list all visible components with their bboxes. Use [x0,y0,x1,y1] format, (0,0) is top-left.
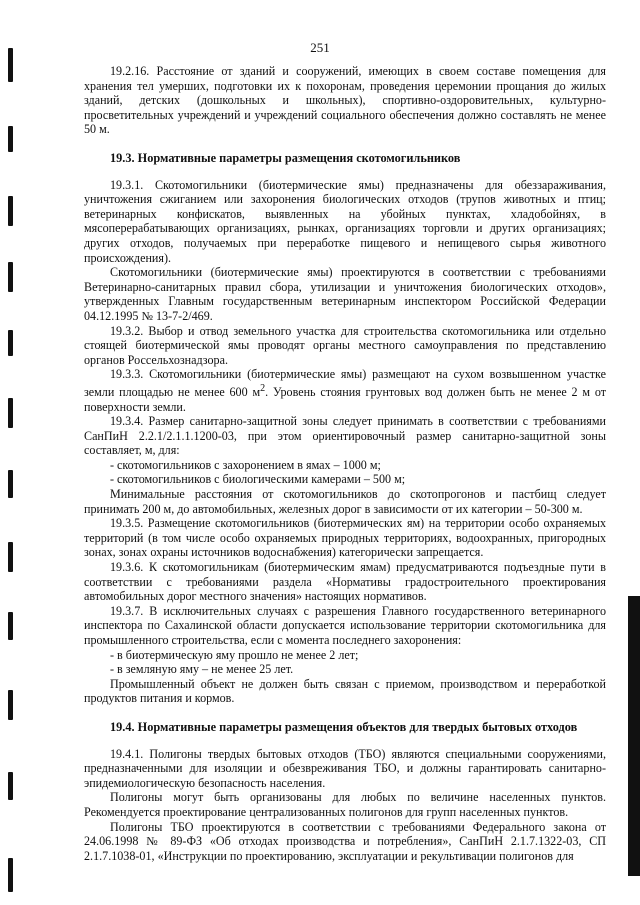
paragraph-19-3-2: 19.3.2. Выбор и отвод земельного участка для строительства скотомогильника или отдельно стоящей биотермической ямы проводят органы местного самоуправления по представлению органов Россельхознадзора. [84,323,606,367]
binder-mark [8,612,13,640]
paragraph-19-3-5: 19.3.5. Размещение скотомогильников (биотермических ям) на территории особо охраняемых территорий (в том числе особо охраняемых природных территориях, водоохранных, пригородных зонах, зонах охраны источников водоснабжения) категорически запрещается. [84,516,606,560]
binder-mark [8,126,13,152]
paragraph-19-3-4: 19.3.4. Размер санитарно-защитной зоны следует принимать в соответствии с требованиями СанПиН 2.2.1/2.1.1.1200-03, при этом ориентировочный размер санитарно-защитной зоны составляет, м, для: [84,414,606,458]
superscript-2: 2 [260,382,266,394]
section-heading-19-4: 19.4. Нормативные параметры размещения объектов для твердых бытовых отходов [110,719,578,734]
page-content [84,64,606,863]
paragraph-19-3-3-part2: . Уровень стояния грунтовых вод должен быть не менее 2 м от поверхности земли. [84,384,606,414]
paragraph-landfill-design: Полигоны ТБО проектируются в соответствии с требованиями Федерального закона от 24.06.1998 № 89-ФЗ «Об отходах производства и потребления», СанПиН 2.1.7.1322-03, СП 2.1.7.1038-01, «Инструкции по проектированию, эксплуатации и рекультивации полигонов для [84,819,606,863]
section-heading-19-3: 19.3. Нормативные параметры размещения скотомогильников [110,150,461,165]
page-edge-shadow [628,596,640,876]
binder-mark [8,772,13,800]
paragraph-19-3-3 [84,367,606,414]
binder-mark [8,858,13,892]
binder-mark [8,262,13,292]
paragraph-industrial-object: Промышленный объект не должен быть связан с приемом, производством и переработкой продуктов питания и кормов. [84,676,606,706]
paragraph-min-distances: Минимальные расстояния от скотомогильников до скотопрогонов и пастбищ следует принимать 200 м, до автомобильных, железных дорог в зависимости от их категории – 50-300 м. [84,487,606,516]
binder-mark [8,690,13,720]
binder-mark [8,542,13,572]
binder-mark [8,196,13,226]
paragraph-vet-rules: Скотомогильники (биотермические ямы) проектируются в соответствии с требованиями Ветеринарно-санитарных правил сбора, утилизации и уничтожения биологических отходов», утвержденных Главным государственным ветеринарным инспектором Российской Федерации 04.12.1995 № 13-7-2/469. [84,265,606,323]
paragraph-19-3-1: 19.3.1. Скотомогильники (биотермические ямы) предназначены для обеззараживания, уничтожения сжиганием или захоронения биологических отходов (трупов животных и птиц; ветеринарных конфискатов, выявленных на убойных пунктах, хладобойнях, в мясоперерабатывающих организациях, рынках, организациях торговли и других организациях; других отходов, получаемых при переработке пищевого и непищевого сырья животного происхождения). [84,177,606,265]
paragraph-landfill-organization: Полигоны могут быть организованы для любых по величине населенных пунктов. Рекомендуется проектирование централизованных полигонов для групп населенных пунктов. [84,790,606,819]
list-item: - скотомогильников с биологическими камерами – 500 м; [110,472,406,487]
paragraph-19-3-3-part1: 19.3.3. Скотомогильники (биотермические ямы) размещают на сухом возвышенном участке земли площадью не менее 600 м [84,367,606,399]
list-item: - скотомогильников с захоронением в ямах – 1000 м; [110,457,381,472]
binder-mark [8,330,13,356]
binder-mark [8,470,13,498]
page-number: 251 [310,40,330,55]
paragraph-19-3-7: 19.3.7. В исключительных случаях с разрешения Главного государственного ветеринарного инспектора по Сахалинской области допускается использование территории скотомогильника для промышленного строительства, если с момента последнего захоронения: [84,603,606,647]
binder-mark [8,398,13,428]
paragraph-19-3-6: 19.3.6. К скотомогильникам (биотермическим ямам) предусматриваются подъездные пути в соответствии с требованиями раздела «Нормативы градостроительного проектирования автомобильных дорог местного значения» настоящих нормативов. [84,560,606,604]
paragraph-19-4-1: 19.4.1. Полигоны твердых бытовых отходов (ТБО) являются специальными сооружениями, предназначенными для изоляции и обезвреживания ТБО, и должны гарантировать санитарно-эпидемиологическую безопасность населения. [84,746,606,790]
paragraph-19-2-16: 19.2.16. Расстояние от зданий и сооружений, имеющих в своем составе помещения для хранения тел умерших, подготовки их к похоронам, проведения церемонии прощания до жилых зданий, детских (дошкольных и школьных), спортивно-оздоровительных, культурно-просветительных учреждений и учреждений социального обеспечения должно составлять не менее 50 м. [84,64,606,137]
list-item: - в земляную яму – не менее 25 лет. [110,662,294,677]
list-item: - в биотермическую яму прошло не менее 2 лет; [110,647,359,662]
